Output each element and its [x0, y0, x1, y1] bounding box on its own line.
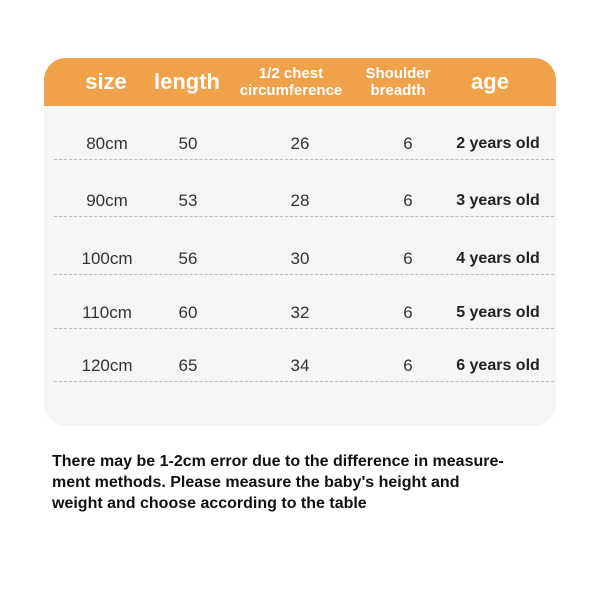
- header-length: [146, 58, 228, 106]
- header-shoulder-line1: Shoulder: [365, 65, 431, 82]
- header-shoulder: [354, 58, 442, 106]
- table-row: [54, 244, 554, 275]
- header-chest-line1: 1/2 chest: [258, 65, 324, 82]
- table-header: [44, 58, 556, 106]
- header-size-label: size: [85, 69, 127, 94]
- cell-size: 100cm: [81, 249, 133, 268]
- table-row: [54, 298, 554, 329]
- cell-size: 120cm: [81, 356, 133, 375]
- size-chart-card: [44, 58, 556, 426]
- table-row: [54, 129, 554, 160]
- cell-shoulder: 6: [403, 356, 413, 375]
- cell-size: 110cm: [82, 303, 132, 322]
- cell-shoulder: 6: [403, 134, 413, 153]
- cell-chest: 34: [290, 356, 310, 375]
- header-length-label: length: [154, 69, 220, 94]
- note-line-1: There may be 1-2cm error due to the difference in measure-: [52, 453, 504, 470]
- cell-size: 80cm: [86, 134, 128, 153]
- note-line-2: ment methods. Please measure the baby's height and: [52, 474, 460, 491]
- header-age-label: age: [471, 69, 509, 94]
- table-row: [54, 186, 554, 217]
- cell-age: 5 years old: [456, 304, 540, 321]
- cell-age: 4 years old: [456, 250, 540, 267]
- cell-shoulder: 6: [403, 303, 413, 322]
- cell-chest: 28: [290, 191, 310, 210]
- header-chest: [228, 58, 354, 106]
- cell-length: 50: [178, 134, 198, 153]
- note-line-3: weight and choose according to the table: [52, 495, 367, 512]
- cell-length: 56: [178, 249, 198, 268]
- cell-age: 6 years old: [456, 357, 540, 374]
- cell-length: 65: [178, 356, 198, 375]
- cell-length: 60: [178, 303, 198, 322]
- measurement-note: [52, 451, 572, 514]
- cell-shoulder: 6: [403, 191, 413, 210]
- table-row: [54, 351, 554, 382]
- cell-length: 53: [178, 191, 198, 210]
- header-age: [442, 58, 538, 106]
- header-chest-line2: circumference: [239, 82, 343, 99]
- cell-shoulder: 6: [403, 249, 413, 268]
- cell-age: 3 years old: [456, 192, 540, 209]
- header-shoulder-line2: breadth: [370, 82, 426, 99]
- cell-size: 90cm: [86, 191, 128, 210]
- header-size: [66, 58, 146, 106]
- cell-age: 2 years old: [456, 135, 540, 152]
- cell-chest: 32: [290, 303, 310, 322]
- cell-chest: 26: [290, 134, 310, 153]
- cell-chest: 30: [290, 249, 310, 268]
